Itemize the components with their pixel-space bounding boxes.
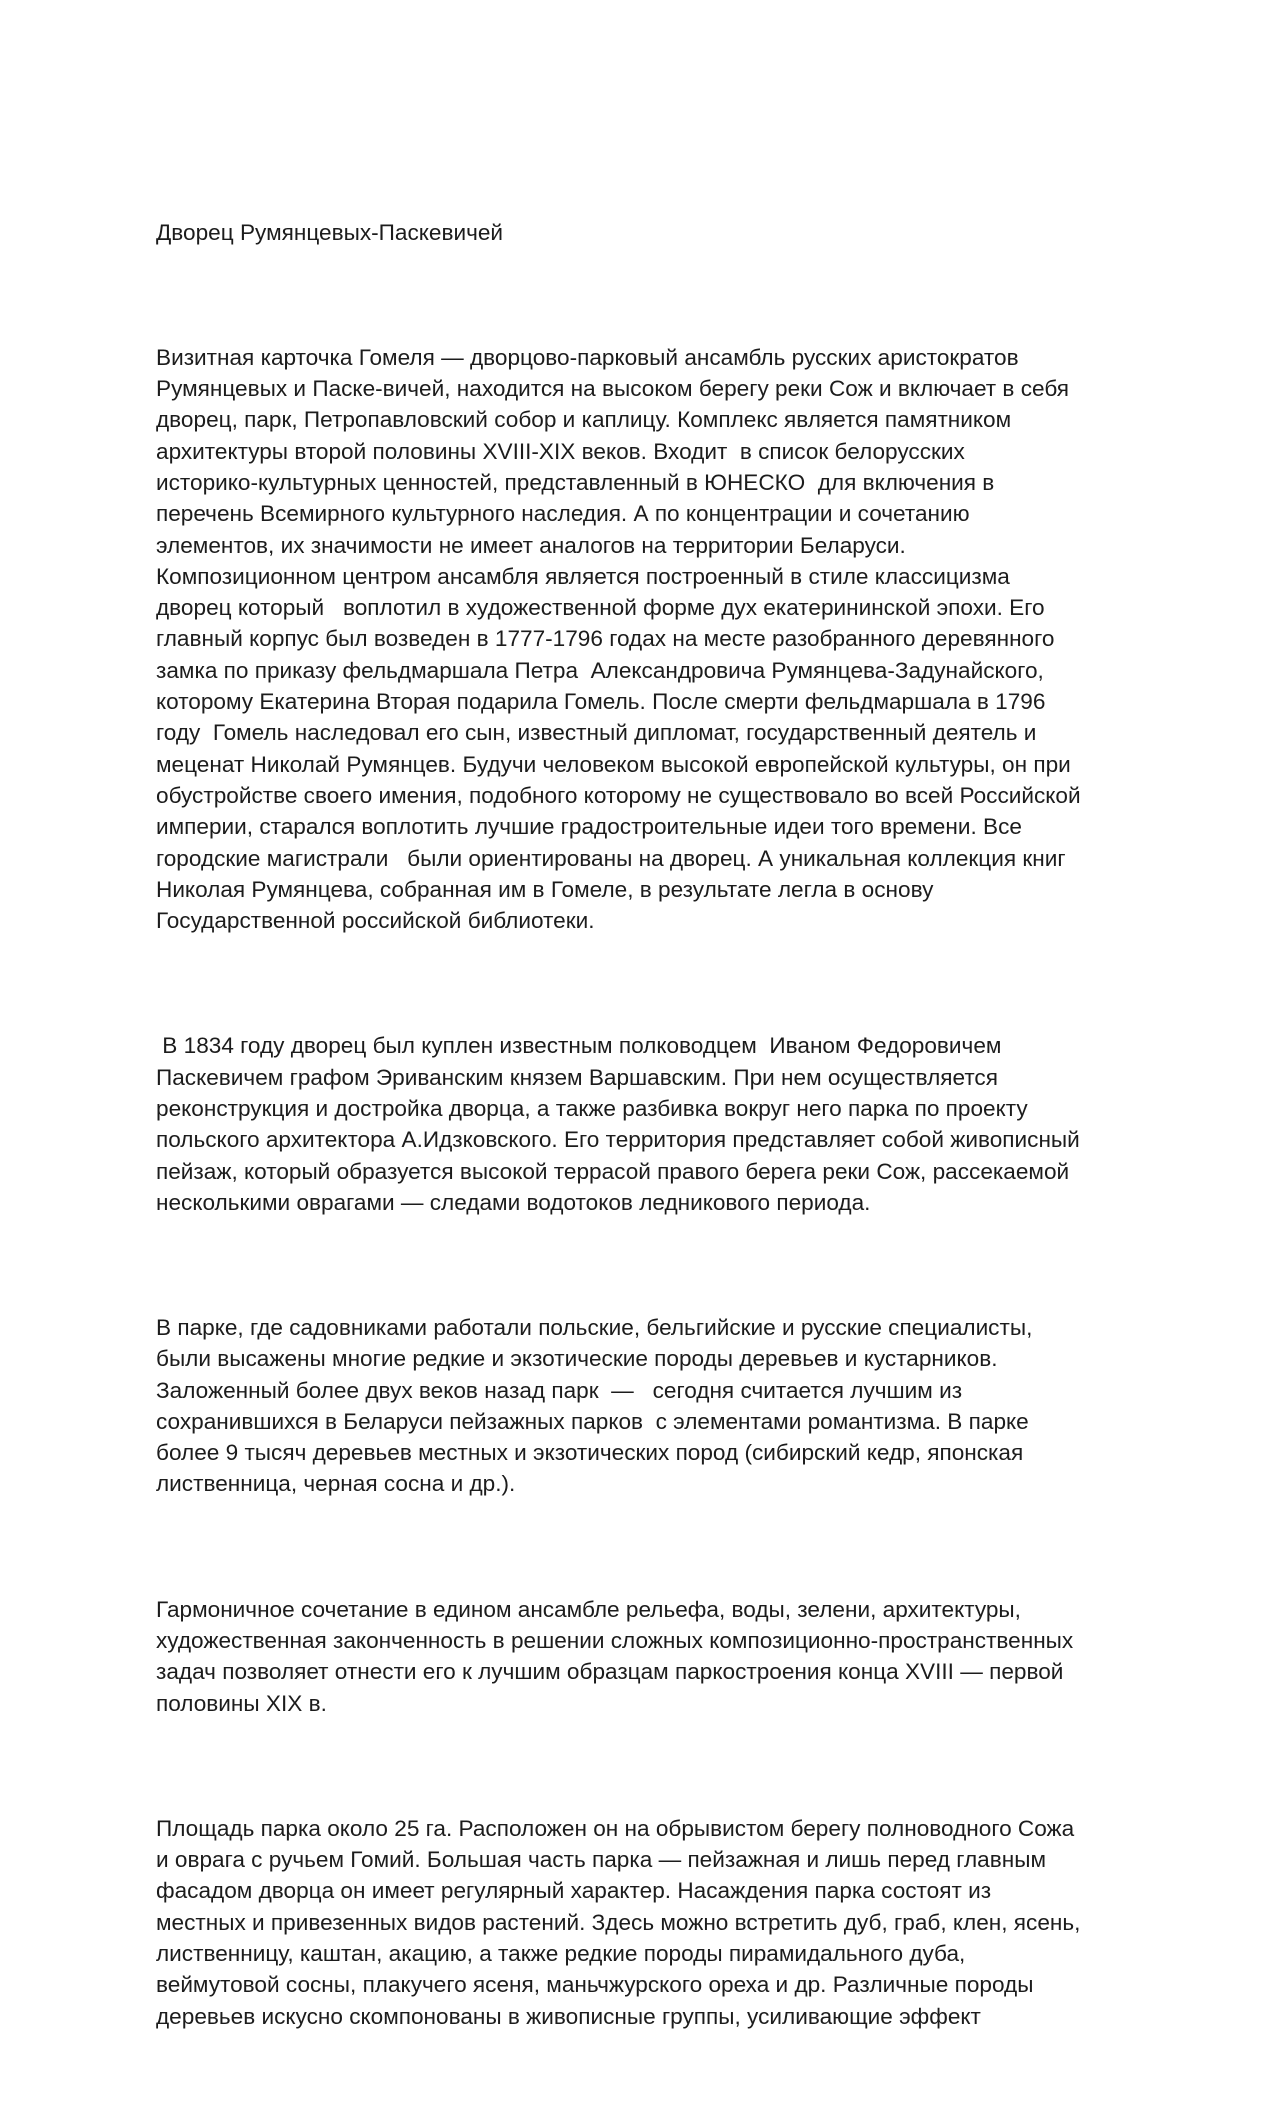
paragraph-park-trees: В парке, где садовниками работали польские, бельгийские и русские специалисты, были высажены многие редкие и экзотические породы деревьев и кустарников. Заложенный более двух веков назад парк — сегодня считается лучшим из сохранившихся в Беларуси пейзажных парков с элементами романтизма. В парке более 9 тысяч деревьев местных и экзотических пород (сибирский кедр, японская лиственница, черная сосна и др.). (156, 1314, 1033, 1497)
paragraph-history-rumyantsev: Визитная карточка Гомеля — дворцово-парковый ансамбль русских аристократов Румянцевых и Паске-вичей, находится на высоком берегу реки Сож и включает в себя дворец, парк, Петропавловский собор и каплицу. Комплекс является памятником архитектуры второй половины XVIII-XIX веков. Входит в список белорусских историко-культурных ценностей, представленный в ЮНЕСКО для включения в перечень Всемирного культурного наследия. А по концентрации и сочетанию элементов, их значимости не имеет аналогов на территории Беларуси. Композиционном центром ансамбля является построенный в стиле классицизма дворец который воплотил в художественной форме дух екатерининской эпохи. Его главный корпус был возведен в 1777-1796 годах на месте разобранного деревянного замка по приказу фельдмаршала Петра Александровича Румянцева-Задунайского, которому Екатерина Вторая подарила Гомель. После смерти фельдмаршала в 1796 году Гомель наследовал его сын, известный дипломат, государственный деятель и меценат Николай Румянцев. Будучи человеком высокой европейской культуры, он при обустройстве своего имения, подобного которому не существовало во всей Российской империи, старался воплотить лучшие градостроительные идеи того времени. Все городские магистрали были ориентированы на дворец. А уникальная коллекция книг Николая Румянцева, собранная им в Гомеле, в результате легла в основу Государственной российской библиотеки. (156, 344, 1081, 934)
document-title: Дворец Румянцевых-Паскевичей (156, 219, 504, 245)
document-body (156, 154, 1146, 2126)
paragraph-paskevich: В 1834 году дворец был куплен известным полководцем Иваном Федоровичем Паскевичем графом Эриванским князем Варшавским. При нем осуществляется реконструкция и достройка дворца, а также разбивка вокруг него парка по проекту польского архитектора А.Идзковского. Его территория представляет собой живописный пейзаж, который образуется высокой террасой правого берега реки Сож, рассекаемой несколькими оврагами — следами водотоков ледникового периода. (156, 1033, 1080, 1215)
paragraph-park-area: Площадь парка около 25 га. Расположен он на обрывистом берегу полноводного Сожа и оврага с ручьем Гомий. Большая часть парка — пейзажная и лишь перед главным фасадом дворца он имеет регулярный характер. Насаждения парка состоят из местных и привезенных видов растений. Здесь можно встретить дуб, граб, клен, ясень, лиственницу, каштан, акацию, а также редкие породы пирамидального дуба, веймутовой сосны, плакучего ясеня, маньчжурского ореха и др. Различные породы деревьев искусно скомпонованы в живописные группы, усиливающие эффект (156, 1815, 1081, 2029)
paragraph-harmony: Гармоничное сочетание в едином ансамбле рельефа, воды, зелени, архитектуры, художественная законченность в решении сложных композиционно-пространственных задач позволяет отнести его к лучшим образцам паркостроения конца XVIII — первой половины XIX в. (156, 1596, 1074, 1716)
